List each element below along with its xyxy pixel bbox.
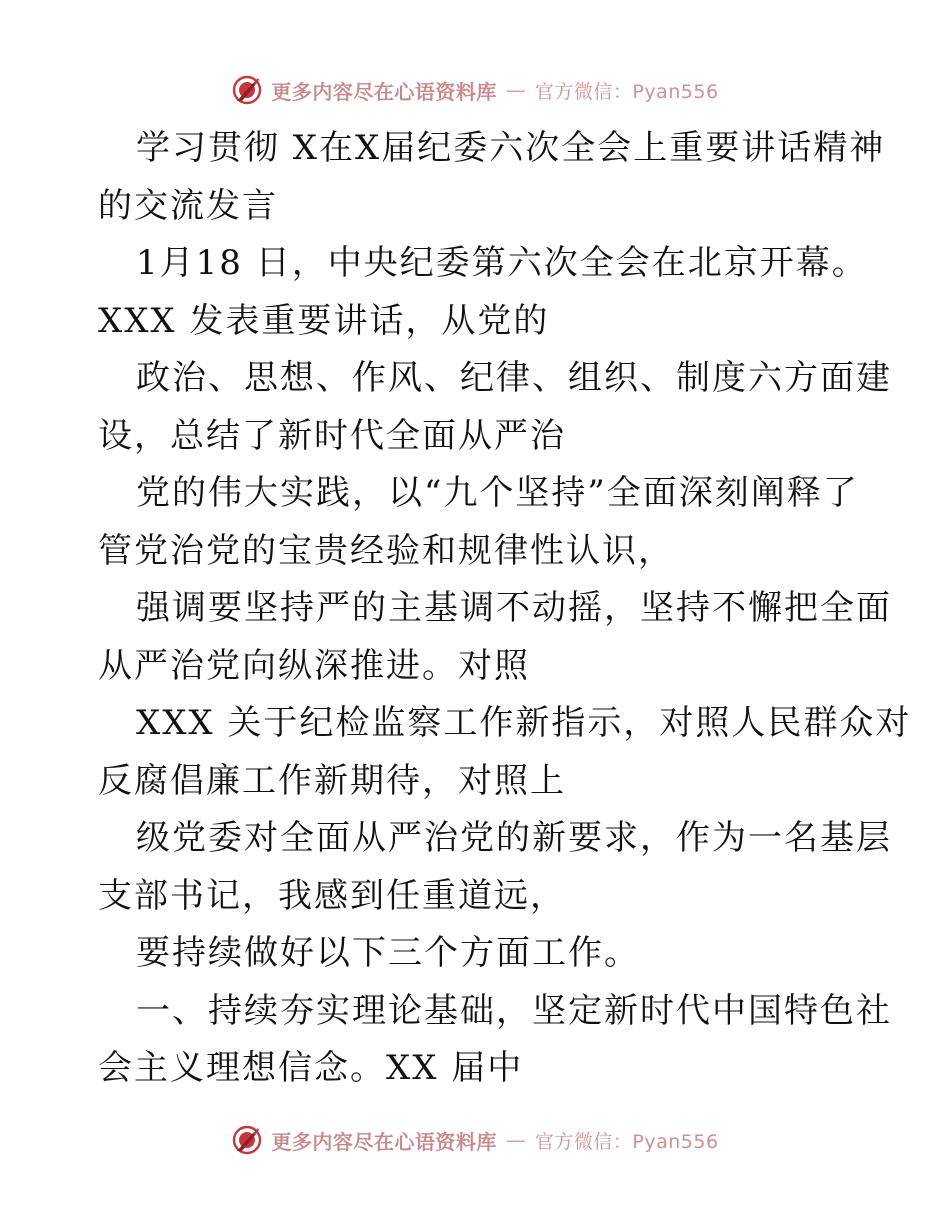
footer-banner-left-text: 更多内容尽在心语资料库: [271, 1129, 497, 1154]
paragraph-line: 要持续做好以下三个方面工作。: [136, 933, 640, 973]
header-banner-right-text: 官方微信：Pyan556: [534, 80, 719, 103]
paragraph-line: 从严治党向纵深推进。对照: [98, 645, 530, 686]
header-banner-left-text: 更多内容尽在心语资料库: [271, 79, 497, 104]
document-title-line-2: 的交流发言: [98, 185, 278, 226]
paragraph-line: 反腐倡廉工作新期待，对照上: [98, 760, 566, 801]
document-title-line-1: 学习贯彻 X在X届纪委六次全会上重要讲话精神: [136, 128, 886, 168]
paragraph-line: 党的伟大实践，以“九个坚持”全面深刻阐释了: [136, 473, 859, 513]
header-watermark-banner: [0, 70, 950, 110]
section-heading-line: 一、持续夯实理论基础，坚定新时代中国特色社: [136, 990, 892, 1031]
header-banner-separator: —: [505, 78, 526, 102]
paragraph-line: 会主义理想信念。XX 届中: [98, 1048, 524, 1088]
footer-watermark-banner: [0, 1120, 950, 1160]
paragraph-line: 强调要坚持严的主基调不动摇，坚持不懈把全面: [136, 588, 892, 628]
paragraph-line: XXX 发表重要讲话，从党的: [98, 300, 550, 341]
paragraph-line: XXX 关于纪检监察工作新指示，对照人民群众对: [136, 703, 912, 743]
paragraph-line: 级党委对全面从严治党的新要求，作为一名基层: [136, 818, 892, 858]
footer-banner-separator: —: [505, 1128, 526, 1152]
quill-logo-icon: [231, 1124, 263, 1156]
document-body: [98, 120, 912, 1098]
quill-logo-icon: [231, 74, 263, 106]
paragraph-line: 1月18 日，中央纪委第六次全会在北京开幕。: [136, 243, 868, 283]
paragraph-line: 管党治党的宝贵经验和规律性认识，: [98, 530, 674, 571]
paragraph-line: 政治、思想、作风、纪律、组织、制度六方面建: [136, 358, 892, 398]
footer-banner-right-text: 官方微信：Pyan556: [534, 1130, 719, 1153]
paragraph-line: 设，总结了新时代全面从严治: [98, 415, 566, 456]
paragraph-line: 支部书记，我感到任重道远，: [98, 875, 566, 916]
